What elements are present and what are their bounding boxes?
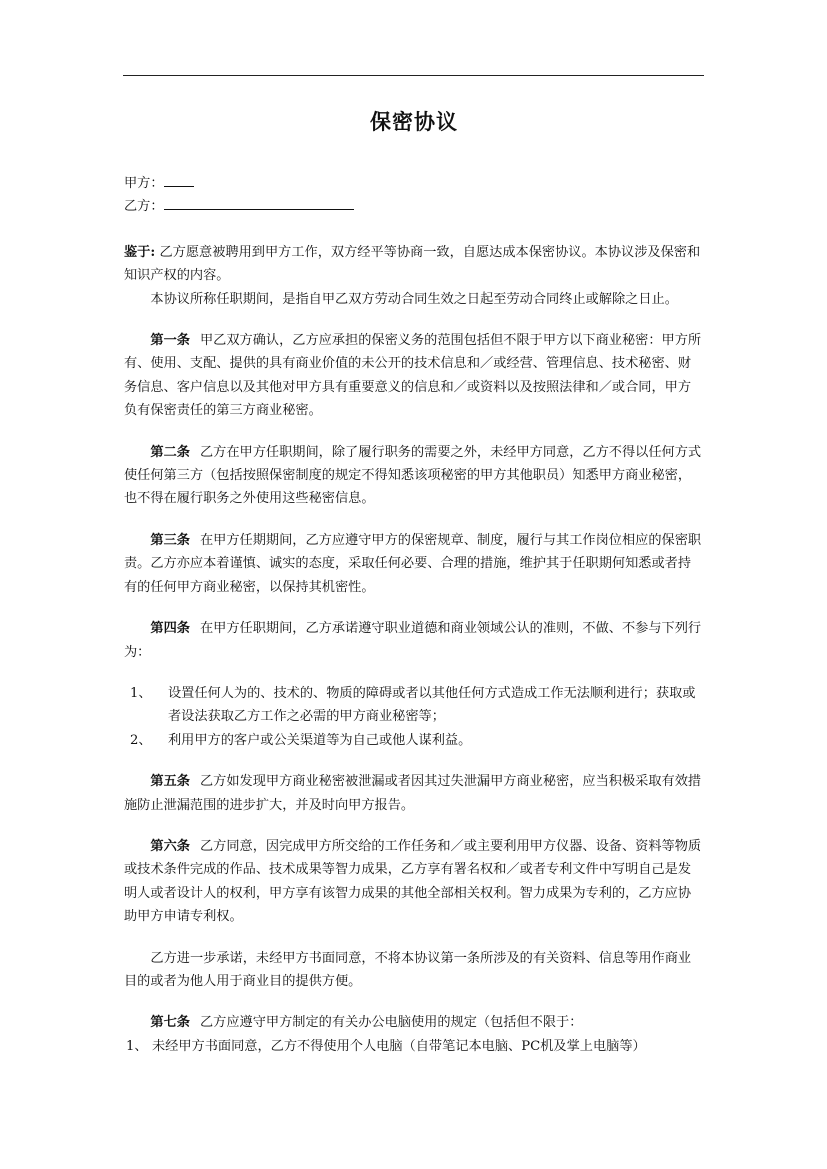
article-2-text: 乙方在甲方任职期间，除了履行职务的需要之外，未经甲方同意，乙方不得以任何方式使任何第三方（包括按照保密制度的规定不得知悉该项秘密的甲方其他职员）知悉甲方商业秘密，也不得在履行职务之外使用这些秘密信息。 [124,444,702,507]
article-4 [124,617,704,664]
list-item-number: 2、 [130,732,152,748]
article-4-label: 第四条 [150,621,190,637]
whereas-text: 乙方愿意被聘用到甲方工作，双方经平等协商一致，自愿达成本保密协议。本协议涉及保密和知识产权的内容。 [124,244,701,284]
party-a-blank [164,174,194,187]
article-4-text: 在甲方任职期间，乙方承诺遵守职业道德和商业领域公认的准则，不做、不参与下列行为： [124,621,702,660]
list-item-number: 1、 [126,1038,148,1054]
article-3-text: 在甲方任期期间，乙方应遵守甲方的保密规章、制度，履行与其工作岗位相应的保密职责。乙方亦应本着谨慎、诚实的态度，采取任何必要、合理的措施，维护其于任职期何知悉或者持有的任何甲方商业秘密，以保持其机密性。 [124,532,702,595]
whereas-clause [124,241,704,288]
article-6-text: 乙方同意，因完成甲方所交给的工作任务和／或主要利用甲方仪器、设备、资料等物质或技术条件完成的作品、技术成果等智力成果，乙方享有署名权和／或者专利文件中写明自己是发明人或者设计人的权利，甲方享有该智力成果的其他全部相关权利。智力成果为专利的，乙方应协助甲方申请专利权。 [124,838,702,925]
article-5-label: 第五条 [150,774,190,790]
article-6-label: 第六条 [150,838,190,854]
article-4-list [124,682,704,752]
article-3 [124,529,704,599]
list-item-number: 1、 [130,685,152,701]
article-1-text: 甲乙双方确认，乙方应承担的保密义务的范围包括但不限于甲方以下商业秘密：甲方所有、使用、支配、提供的具有商业价值的未公开的技术信息和／或经营、管理信息、技术秘密、财务信息、客户信息以及其他对甲方具有重要意义的信息和／或资料以及按照法律和／或合同，甲方负有保密责任的第三方商业秘密。 [124,333,702,419]
list-item [124,1035,704,1058]
article-3-label: 第三条 [150,532,190,548]
article-1-label: 第一条 [150,333,190,349]
article-7 [124,1011,704,1034]
whereas-label: 鉴于: [124,244,156,260]
article-6 [124,835,704,929]
article-5-text: 乙方如发现甲方商业秘密被泄漏或者因其过失泄漏甲方商业秘密，应当积极采取有效措施防止泄漏范围的进步扩大，并及时向甲方报告。 [124,774,702,813]
party-b-blank [164,197,354,210]
party-b-line [124,195,704,218]
party-b-label: 乙方： [124,199,164,215]
article-1 [124,329,704,423]
article-7-label: 第七条 [150,1015,190,1031]
party-a-label: 甲方： [124,176,164,191]
article-2-label: 第二条 [150,444,190,460]
article-5 [124,770,704,817]
further-undertaking: 乙方进一步承诺，未经甲方书面同意，不将本协议第一条所涉及的有关资料、信息等用作商业目的或者为他人用于商业目的提供方便。 [124,950,692,989]
header-rule [123,75,704,76]
list-item-text: 未经甲方书面同意，乙方不得使用个人电脑（自带笔记本电脑、PC机及掌上电脑等） [152,1038,646,1054]
document-body [124,104,704,1058]
article-7-text: 乙方应遵守甲方制定的有关办公电脑使用的规定（包括但不限于： [199,1015,583,1031]
article-2 [124,441,704,511]
party-a-line [124,172,704,195]
list-item-text: 利用甲方的客户或公关渠道等为自己或他人谋利益。 [168,732,472,748]
document-title: 保密协议 [370,109,458,134]
list-item [124,682,704,729]
term-definition: 本协议所称任职期间，是指自甲乙双方劳动合同生效之日起至劳动合同终止或解除之日止。 [150,291,678,307]
list-item-text: 设置任何人为的、技术的、物质的障碍或者以其他任何方式造成工作无法顺利进行；获取或者设法获取乙方工作之必需的甲方商业秘密等； [168,685,696,725]
article-7-list [124,1035,704,1058]
list-item [124,729,704,752]
